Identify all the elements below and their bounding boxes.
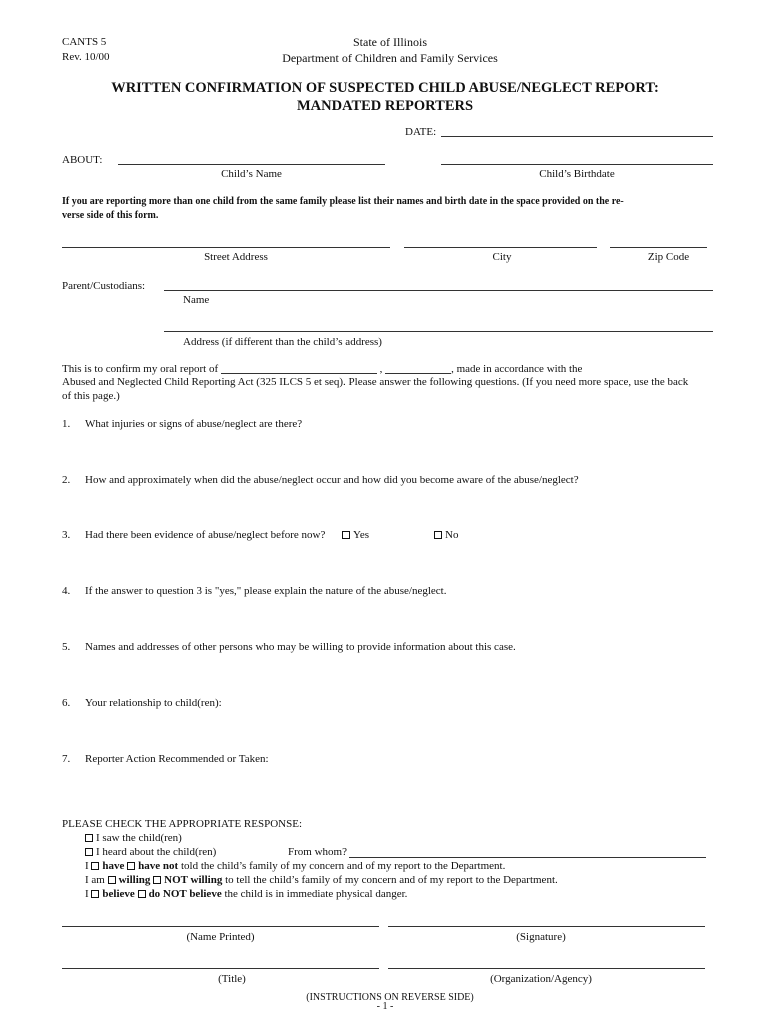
yes-checkbox[interactable] bbox=[342, 531, 350, 539]
willing-suffix: to tell the child’s family of my concern and of my report to the Department. bbox=[225, 874, 558, 886]
oral-report-date-field[interactable] bbox=[385, 362, 451, 374]
city-field[interactable] bbox=[404, 247, 597, 248]
no-checkbox[interactable] bbox=[434, 531, 442, 539]
parent-address-label: Address (if different than the child’s address) bbox=[183, 336, 382, 348]
from-whom-field[interactable] bbox=[349, 857, 706, 858]
instructions-note: (INSTRUCTIONS ON REVERSE SIDE) bbox=[306, 992, 474, 1003]
street-address-field[interactable] bbox=[62, 247, 390, 248]
willing-checkbox[interactable] bbox=[108, 876, 116, 884]
have-checkbox[interactable] bbox=[91, 862, 99, 870]
child-birthdate-field[interactable] bbox=[441, 164, 713, 165]
organization-field[interactable] bbox=[388, 968, 705, 969]
zip-code-label: Zip Code bbox=[647, 251, 690, 263]
willing-prefix: I am bbox=[85, 874, 105, 886]
not-willing-label: NOT willing bbox=[164, 874, 223, 886]
state-name: State of Illinois bbox=[353, 35, 427, 49]
question-3-text: Had there been evidence of abuse/neglect before now? bbox=[85, 529, 326, 541]
name-printed-label: (Name Printed) bbox=[186, 931, 255, 943]
city-label: City bbox=[492, 251, 512, 263]
not-willing-checkbox[interactable] bbox=[153, 876, 161, 884]
page-number: - 1 - bbox=[376, 1001, 394, 1012]
zip-code-field[interactable] bbox=[610, 247, 707, 248]
title-field[interactable] bbox=[62, 968, 379, 969]
parent-name-label: Name bbox=[183, 294, 210, 306]
department-name: Department of Children and Family Services bbox=[282, 51, 498, 65]
title-label: (Title) bbox=[218, 973, 246, 985]
name-printed-field[interactable] bbox=[62, 926, 379, 927]
organization-label: (Organization/Agency) bbox=[490, 973, 592, 985]
saw-option[interactable] bbox=[85, 832, 182, 844]
heard-checkbox[interactable] bbox=[85, 848, 93, 856]
believe-prefix: I bbox=[85, 888, 89, 900]
parent-name-field[interactable] bbox=[164, 290, 713, 291]
have-not-checkbox[interactable] bbox=[127, 862, 135, 870]
believe-label: believe bbox=[102, 888, 135, 900]
not-believe-checkbox[interactable] bbox=[138, 890, 146, 898]
date-label: DATE: bbox=[405, 126, 437, 138]
question-1-number: 1. bbox=[62, 418, 71, 430]
saw-checkbox[interactable] bbox=[85, 834, 93, 842]
question-3-yes-option[interactable] bbox=[342, 529, 369, 541]
parent-address-field[interactable] bbox=[164, 331, 713, 332]
believe-row bbox=[85, 888, 407, 900]
saw-label: I saw the child(ren) bbox=[96, 832, 182, 844]
question-5-text: Names and addresses of other persons who may be willing to provide information about this case. bbox=[85, 641, 516, 653]
parents-label: Parent/Custodians: bbox=[62, 280, 146, 292]
willing-row bbox=[85, 874, 558, 886]
heard-label: I heard about the child(ren) bbox=[96, 846, 217, 858]
confirm-prefix: This is to confirm my oral report of bbox=[62, 363, 219, 375]
multi-child-note-line2: verse side of this form. bbox=[62, 210, 159, 221]
confirm-line3: of this page.) bbox=[62, 390, 120, 402]
confirm-suffix: , made in accordance with the bbox=[451, 363, 583, 375]
not-believe-label: do NOT believe bbox=[148, 888, 222, 900]
question-1-text: What injuries or signs of abuse/neglect are there? bbox=[85, 418, 303, 430]
question-3-number: 3. bbox=[62, 529, 71, 541]
question-5-number: 5. bbox=[62, 641, 71, 653]
about-label: ABOUT: bbox=[62, 154, 103, 166]
form-id: CANTS 5 bbox=[62, 36, 107, 48]
question-2-text: How and approximately when did the abuse/neglect occur and how did you become aware of the abuse/neglect? bbox=[85, 474, 579, 486]
have-prefix: I bbox=[85, 860, 89, 872]
date-field[interactable] bbox=[441, 136, 713, 137]
form-revision: Rev. 10/00 bbox=[62, 51, 110, 63]
question-7-text: Reporter Action Recommended or Taken: bbox=[85, 753, 269, 765]
no-label: No bbox=[445, 529, 459, 541]
question-7-number: 7. bbox=[62, 753, 71, 765]
confirm-comma: , bbox=[379, 363, 383, 375]
have-suffix: told the child’s family of my concern and of my report to the Department. bbox=[180, 860, 506, 872]
question-3-no-option[interactable] bbox=[434, 529, 458, 541]
have-not-label: have not bbox=[138, 860, 179, 872]
question-2-number: 2. bbox=[62, 474, 71, 486]
child-name-field[interactable] bbox=[118, 164, 385, 165]
yes-label: Yes bbox=[353, 529, 370, 541]
oral-report-name-field[interactable] bbox=[221, 362, 377, 374]
from-whom-label: From whom? bbox=[288, 846, 347, 858]
form-title-line1: WRITTEN CONFIRMATION OF SUSPECTED CHILD ABUSE/NEGLECT REPORT: bbox=[111, 80, 659, 96]
question-4-text: If the answer to question 3 is "yes," please explain the nature of the abuse/neglect. bbox=[85, 585, 447, 597]
heard-option[interactable] bbox=[85, 846, 216, 858]
believe-suffix: the child is in immediate physical danger. bbox=[224, 888, 408, 900]
form-title-line2: MANDATED REPORTERS bbox=[296, 98, 474, 114]
willing-label: willing bbox=[118, 874, 151, 886]
check-heading: PLEASE CHECK THE APPROPRIATE RESPONSE: bbox=[62, 818, 303, 830]
question-6-text: Your relationship to child(ren): bbox=[85, 697, 222, 709]
child-name-label: Child’s Name bbox=[221, 168, 282, 180]
child-birthdate-label: Child’s Birthdate bbox=[539, 168, 615, 180]
confirm-line1 bbox=[62, 362, 582, 375]
have-label: have bbox=[102, 860, 125, 872]
believe-checkbox[interactable] bbox=[91, 890, 99, 898]
signature-label: (Signature) bbox=[516, 931, 566, 943]
multi-child-note-line1: If you are reporting more than one child from the same family please list their names and birth date in the space provided on the re- bbox=[62, 196, 624, 207]
street-address-label: Street Address bbox=[204, 251, 268, 263]
have-told-row bbox=[85, 860, 505, 872]
signature-field[interactable] bbox=[388, 926, 705, 927]
confirm-line2: Abused and Neglected Child Reporting Act (325 ILCS 5 et seq). Please answer the following questions. (If you need more space, use the back bbox=[62, 376, 689, 388]
question-4-number: 4. bbox=[62, 585, 71, 597]
question-6-number: 6. bbox=[62, 697, 71, 709]
